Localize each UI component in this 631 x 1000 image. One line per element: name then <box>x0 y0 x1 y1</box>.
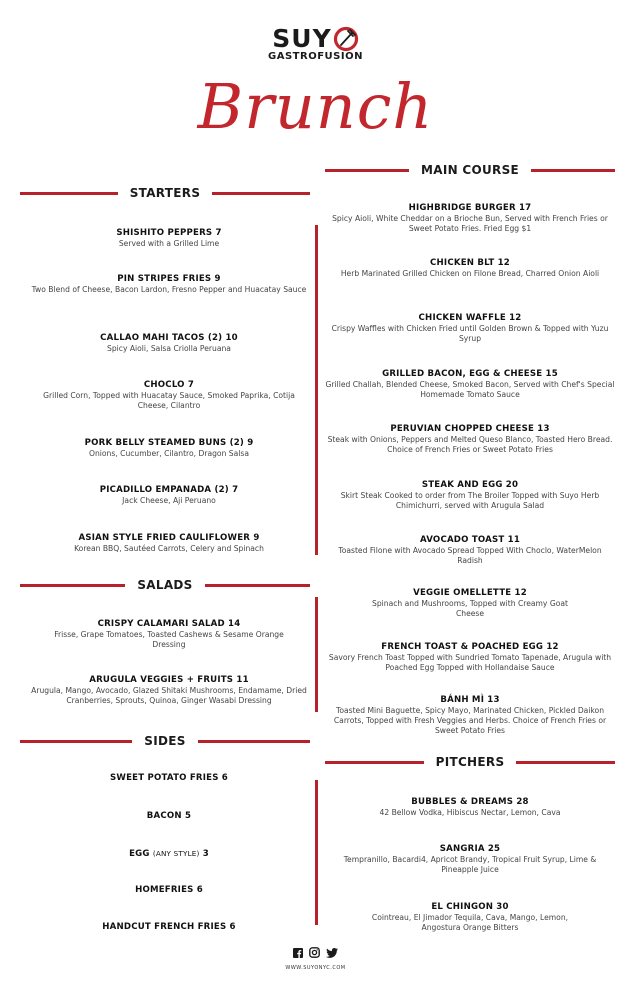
item-desc: Steak with Onions, Peppers and Melted Queso Blanco, Toasted Hero Bread. Choice of French Fries or Sweet Potato Fries <box>327 435 613 454</box>
item-name: AVOCADO TOAST 11 <box>419 535 521 545</box>
item-name: PORK BELLY STEAMED BUNS (2) 9 <box>84 438 254 448</box>
footer <box>0 943 631 971</box>
menu-item <box>325 844 615 875</box>
item-desc: Korean BBQ, Sautéed Carrots, Celery and Spinach <box>74 544 264 553</box>
menu-item <box>20 274 318 295</box>
section-header-salads <box>20 577 310 593</box>
item-desc: Savory French Toast Topped with Sundried Tomato Tapenade, Arugula with Poached Egg Topped with Hollandaise Sauce <box>328 653 612 672</box>
menu-item <box>20 485 318 506</box>
twitter-icon[interactable] <box>326 943 338 962</box>
menu-item <box>20 533 318 554</box>
menu-item <box>20 773 318 784</box>
item-desc: Spinach and Mushrooms, Topped with Creamy Goat Cheese <box>372 599 568 618</box>
menu-item <box>20 848 318 860</box>
item-name: EL CHINGON 30 <box>431 902 509 912</box>
item-name: VEGGIE OMELLETTE 12 <box>413 588 527 598</box>
item-name: BÁNH MÌ 13 <box>440 695 500 705</box>
item-name: BACON 5 <box>146 811 192 821</box>
item-name: HIGHBRIDGE BURGER 17 <box>408 203 532 213</box>
menu-item <box>325 797 615 818</box>
item-desc: Toasted Mini Baguette, Spicy Mayo, Marinated Chicken, Pickled Daikon Carrots, Topped with Fresh Veggies and Herbs. Choice of French Fries or Sweet Potato Fries <box>333 706 607 735</box>
menu-item <box>20 675 318 706</box>
fork-plate-icon <box>333 26 359 52</box>
menu-item <box>325 258 615 279</box>
item-desc: Spicy Aioli, Salsa Criolla Peruana <box>107 344 231 353</box>
item-name: SWEET POTATO FRIES 6 <box>110 773 228 783</box>
section-label: SALADS <box>137 578 193 592</box>
item-name: PERUVIAN CHOPPED CHEESE 13 <box>390 424 550 434</box>
instagram-icon[interactable] <box>309 943 320 962</box>
menu-item <box>20 438 318 459</box>
item-name: ARUGULA VEGGIES + FRUITS 11 <box>89 675 249 685</box>
item-desc: 42 Bellow Vodka, Hibiscus Nectar, Lemon, Cava <box>379 808 561 817</box>
menu-item <box>20 380 318 411</box>
item-desc: Crispy Waffles with Chicken Fried until Golden Brown & Topped with Yuzu Syrup <box>331 324 609 343</box>
item-name: GRILLED BACON, EGG & CHEESE 15 <box>382 369 558 379</box>
item-name: CHOCLO 7 <box>143 380 195 390</box>
menu-item <box>325 535 615 566</box>
item-price: 3 <box>202 849 209 859</box>
menu-item <box>325 588 615 619</box>
item-desc: Toasted Filone with Avocado Spread Topped With Choclo, WaterMelon Radish <box>338 546 602 565</box>
menu-item <box>325 902 615 933</box>
item-desc: Grilled Challah, Blended Cheese, Smoked Bacon, Served with Chef's Special Homemade Tomato Sauce <box>325 380 615 399</box>
section-label: MAIN COURSE <box>420 163 520 177</box>
item-name: HANDCUT FRENCH FRIES 6 <box>102 922 236 932</box>
item-desc: Tempranillo, Bacardi4, Apricot Brandy, Tropical Fruit Syrup, Lime & Pineapple Juice <box>343 855 597 874</box>
menu-item <box>20 228 318 249</box>
section-header-pitchers <box>325 754 615 770</box>
logo-text: SUY <box>272 24 332 53</box>
section-label: PITCHERS <box>435 755 505 769</box>
menu-item <box>325 424 615 455</box>
item-note: (ANY STYLE) <box>152 849 200 858</box>
section-label: STARTERS <box>129 186 201 200</box>
menu-item <box>325 313 615 344</box>
item-desc: Served with a Grilled Lime <box>118 239 220 248</box>
menu-item <box>20 922 318 933</box>
brand-logo <box>0 24 631 62</box>
social-links <box>293 943 338 962</box>
section-header-sides <box>20 733 310 749</box>
menu-item <box>20 619 318 650</box>
item-desc: Onions, Cucumber, Cilantro, Dragon Salsa <box>89 449 249 458</box>
menu-item <box>325 695 615 736</box>
item-name: ASIAN STYLE FRIED CAULIFLOWER 9 <box>78 533 260 543</box>
facebook-icon[interactable] <box>293 943 303 962</box>
item-name: EGG <box>129 849 150 859</box>
item-name: CRISPY CALAMARI SALAD 14 <box>97 619 241 629</box>
item-desc: Frisse, Grape Tomatoes, Toasted Cashews & Sesame Orange Dressing <box>54 630 284 649</box>
item-name: PICADILLO EMPANADA (2) 7 <box>99 485 239 495</box>
item-desc: Two Blend of Cheese, Bacon Lardon, Fresno Pepper and Huacatay Sauce <box>31 285 307 294</box>
page-title: Brunch <box>197 70 434 143</box>
item-name: FRENCH TOAST & POACHED EGG 12 <box>381 642 559 652</box>
logo-subtitle: GASTROFUSION <box>268 51 363 62</box>
menu-item <box>325 642 615 673</box>
menu-item <box>325 480 615 511</box>
item-name: PIN STRIPES FRIES 9 <box>117 274 221 284</box>
item-name: CHICKEN BLT 12 <box>430 258 510 268</box>
section-label: SIDES <box>144 734 186 748</box>
item-name: HOMEFRIES 6 <box>135 885 203 895</box>
menu-item <box>325 203 615 234</box>
item-name: SANGRIA 25 <box>439 844 501 854</box>
menu-item <box>20 885 318 896</box>
item-name: CHICKEN WAFFLE 12 <box>418 313 522 323</box>
section-header-main <box>325 162 615 178</box>
item-desc: Herb Marinated Grilled Chicken on Filone Bread, Charred Onion Aioli <box>340 269 600 278</box>
item-desc: Arugula, Mango, Avocado, Glazed Shitaki Mushrooms, Endamame, Dried Cranberries, Sprouts, Quinoa, Ginger Wasabi Dressing <box>31 686 307 705</box>
item-desc: Skirt Steak Cooked to order from The Broiler Topped with Suyo Herb Chimichurri, served with Arugula Salad <box>340 491 600 510</box>
item-desc: Spicy Aioli, White Cheddar on a Brioche Bun, Served with French Fries or Sweet Potato Fries. Fried Egg $1 <box>332 214 608 233</box>
menu-item <box>325 369 615 400</box>
item-desc: Grilled Corn, Topped with Huacatay Sauce, Smoked Paprika, Cotija Cheese, Cilantro <box>43 391 295 410</box>
menu-item <box>20 811 318 822</box>
item-name: CALLAO MAHI TACOS (2) 10 <box>100 333 238 343</box>
item-desc: Cointreau, El Jimador Tequila, Cava, Mango, Lemon, Angostura Orange Bitters <box>371 913 569 932</box>
website-url[interactable]: WWW.SUYONYC.COM <box>285 965 346 971</box>
item-name: BUBBLES & DREAMS 28 <box>411 797 529 807</box>
item-name: STEAK AND EGG 20 <box>421 480 519 490</box>
item-desc: Jack Cheese, Aji Peruano <box>122 496 216 505</box>
section-header-starters <box>20 185 310 201</box>
item-name: SHISHITO PEPPERS 7 <box>116 228 222 238</box>
menu-item <box>20 333 318 354</box>
